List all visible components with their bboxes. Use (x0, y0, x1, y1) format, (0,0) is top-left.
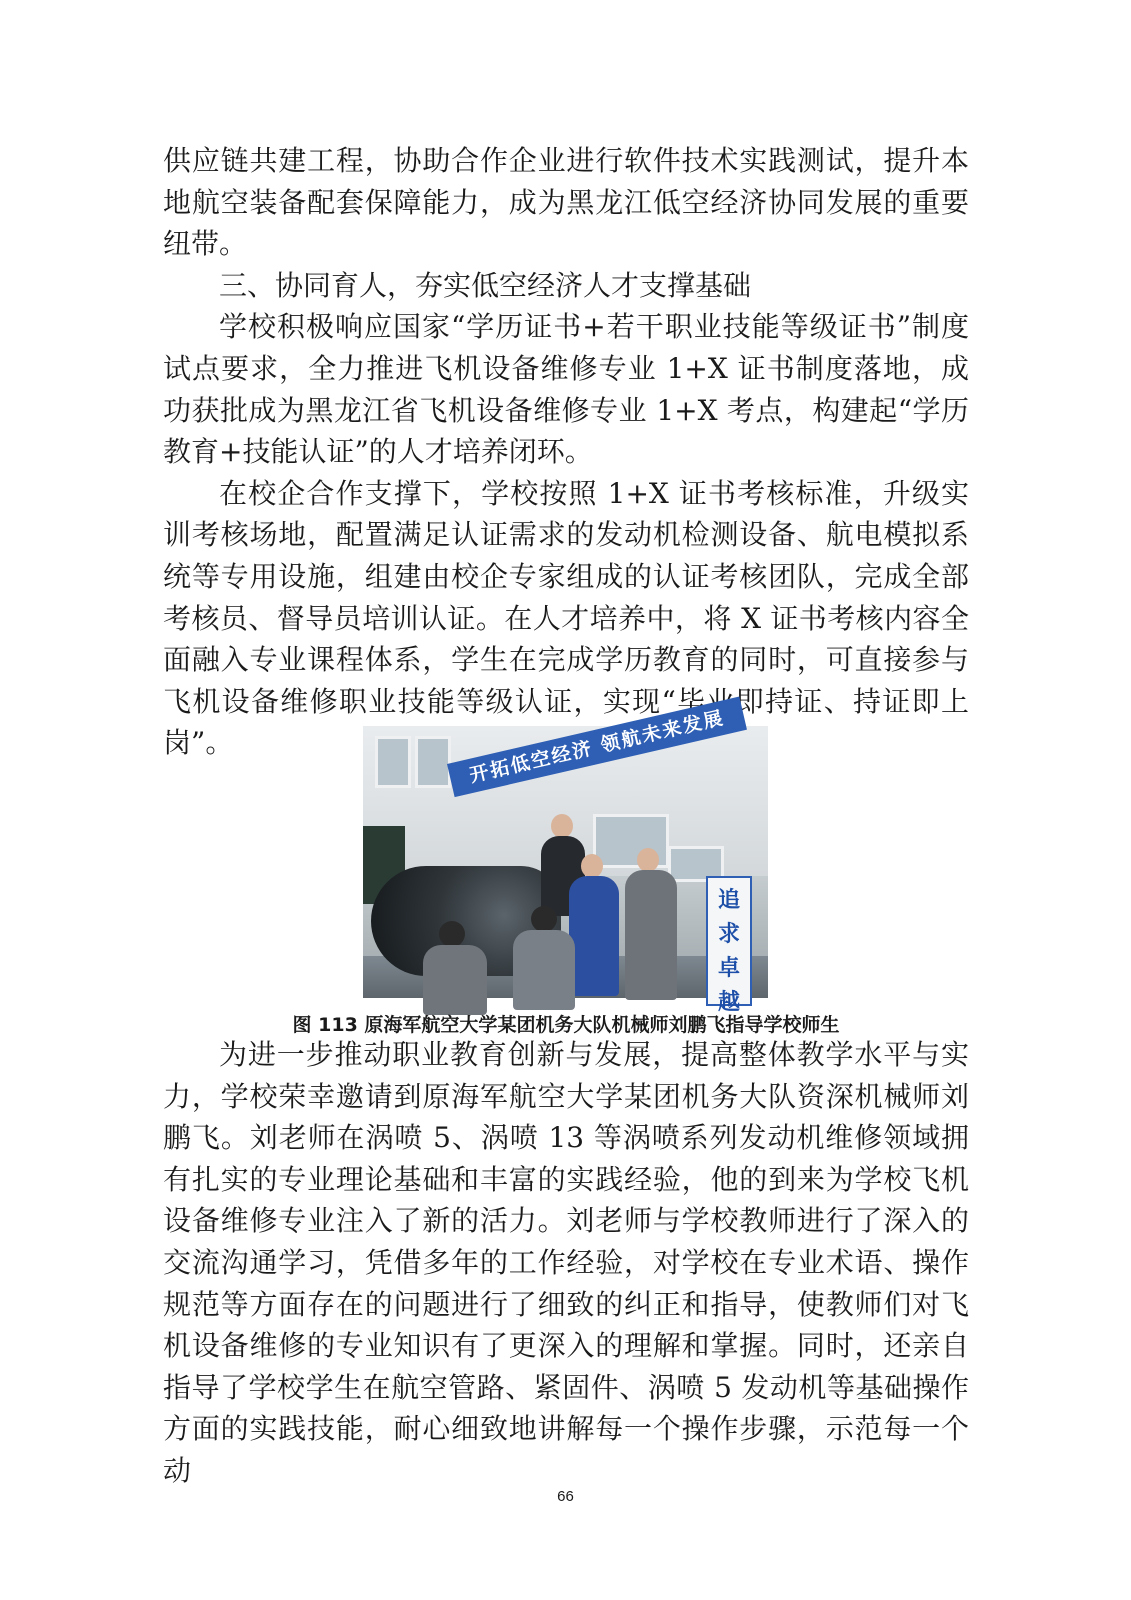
paragraph: 学校积极响应国家“学历证书+若干职业技能等级证书”制度试点要求，全力推进飞机设备维修专业 1+X 证书制度落地，成功获批成为黑龙江省飞机设备维修专业 1+X 考点，构建起“学历教育+技能认证”的人才培养闭环。 (163, 310, 969, 469)
section-heading: 三、协同育人，夯实低空经济人才支撑基础 (219, 268, 752, 302)
body-text-top (163, 140, 969, 764)
paragraph: 在校企合作支撑下，学校按照 1+X 证书考核标准，升级实训考核场地，配置满足认证需求的发动机检测设备、航电模拟系统等专用设施，组建由校企专家组成的认证考核团队，完成全部考核员、督导员培训认证。在人才培养中，将 X 证书考核内容全面融入专业课程体系，学生在完成学历教育的同时，可直接参与飞机设备维修职业技能等级认证，实现“毕业即持证、持证即上岗”。 (163, 476, 969, 760)
paragraph: 为进一步推动职业教育创新与发展，提高整体教学水平与实力，学校荣幸邀请到原海军航空大学某团机务大队资深机械师刘鹏飞。刘老师在涡喷 5、涡喷 13 等涡喷系列发动机维修领域拥有扎实的专业理论基础和丰富的实践经验，他的到来为学校飞机设备维修专业注入了新的活力。刘老师与学校教师进行了深入的交流沟通学习，凭借多年的工作经验，对学校在专业术语、操作规范等方面存在的问题进行了细致的纠正和指导，使教师们对飞机设备维修的专业知识有了更深入的理解和掌握。同时，还亲自指导了学校学生在航空管路、紧固件、涡喷 5 发动机等基础操作方面的实践技能，耐心细致地讲解每一个操作步骤，示范每一个动 (163, 1038, 969, 1487)
photo-window (415, 736, 451, 788)
page-number: 66 (557, 1488, 574, 1505)
photo-banner: 开拓低空经济 领航未来发展 (447, 697, 747, 798)
figure-photo (363, 706, 768, 1015)
paragraph: 供应链共建工程，协助合作企业进行软件技术实践测试，提升本地航空装备配套保障能力，成为黑龙江低空经济协同发展的重要纽带。 (163, 144, 969, 261)
photo-window (375, 736, 411, 788)
figure-caption: 图 113 原海军航空大学某团机务大队机械师刘鹏飞指导学校师生 (292, 1014, 840, 1036)
photo-sign: 追求卓越 (706, 876, 752, 1006)
body-text-bottom (163, 1034, 969, 1492)
